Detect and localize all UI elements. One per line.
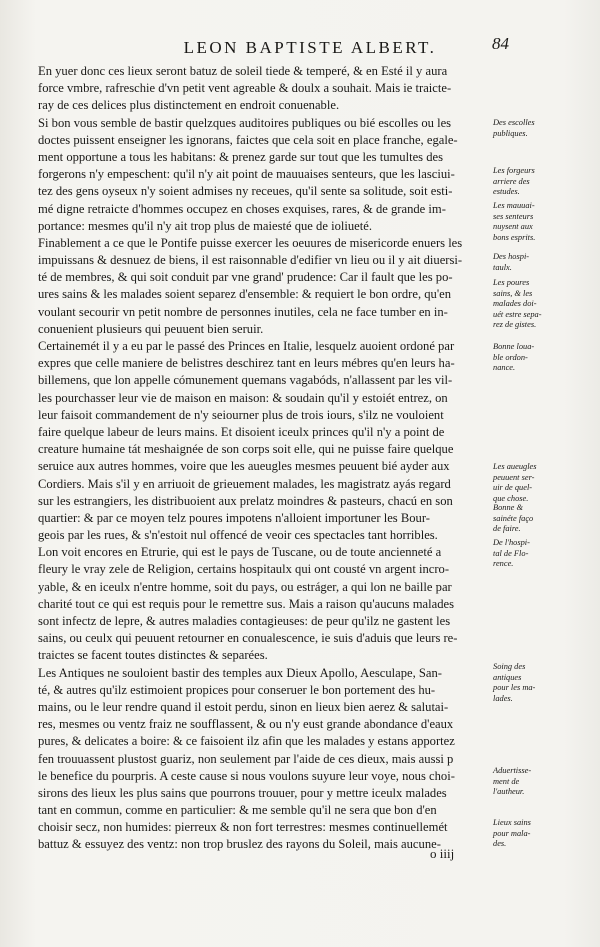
margin-note-line: malades doi-: [493, 299, 537, 308]
margin-note: [493, 503, 563, 535]
text-line: tez des gens oyseux n'y soient admises ny receues, qu'il sente sa solitude, soit esti-: [38, 184, 453, 199]
folio-number: 84: [492, 34, 509, 53]
margin-note-line: ment de: [493, 776, 520, 786]
margin-note-line: ses senteurs: [493, 211, 534, 221]
text-line: sirons des lieux les plus sains que pourrons trouuer, pour y mettre iceulx malades: [38, 785, 447, 800]
margin-note: [493, 818, 563, 850]
text-line: geois par les rues, & s'n'estoit nul offencé de veoir ces spectacles tant horribles.: [38, 528, 438, 543]
text-line: Finablement a ce que le Pontife puisse exercer les oeuures de misericorde enuers les: [38, 235, 463, 250]
text-line: forgerons n'y empeschent: qu'il n'y ait point de mauuaises senteurs, que les lasciui-: [38, 167, 455, 182]
margin-note-line: Bonne loua-: [493, 342, 535, 351]
margin-note: [493, 662, 563, 704]
margin-note-line: antiques: [493, 672, 522, 682]
text-line: impuissans & desnuez de biens, il est raisonnable d'edifier vn lieu ou il y ait diuersi-: [38, 253, 463, 268]
margin-note-line: Les poures: [493, 278, 530, 287]
text-line: fen trouuassent plustost guariz, non seulement par l'aide de ces dieux, mais aussi p: [38, 751, 454, 766]
margin-note: [493, 166, 563, 198]
margin-note-line: estudes.: [493, 187, 520, 196]
text-line: expres que celle maniere de belistres deschirez tant en leurs mébres qu'en leurs ha-: [38, 356, 455, 371]
margin-note-line: tal de Flo-: [493, 548, 529, 558]
main-text-block: [38, 63, 490, 854]
margin-note: [493, 538, 563, 570]
text-line: battuz & essuyez des ventz: non trop bruslez des rayons du Soleil, mais aucune-: [38, 837, 441, 852]
text-line: ures sains & les malades soient separez d'ensemble: & requiert le bon ordre, qu'en: [38, 287, 452, 302]
text-line: té, & autres qu'ilz estimoient propices pour conseruer le bon portement des hu-: [38, 682, 436, 697]
margin-note-line: arriere des: [493, 176, 530, 186]
margin-note-line: sainéte faço: [493, 513, 534, 523]
margin-note: [493, 766, 563, 798]
text-line: res, mesmes ou ventz fraiz ne soufflassent, & ou n'y eust grande abondance d'eaux: [38, 717, 454, 732]
text-line: fleury le vray zele de Religion, certains hospitaulx qui ont cousté vn argent incro-: [38, 562, 450, 577]
text-line: té de membres, & qui soit conduit par vne grand' prudence: Car il fault que les po-: [38, 270, 453, 285]
text-line: pures, & delicates a boire: & ce faisoient ilz afin que les malades y estans apportez: [38, 734, 455, 749]
text-line: En yuer donc ces lieux seront batuz de soleil tiede & temperé, & en Esté il y aura: [38, 64, 448, 78]
text-line: billemens, que lon appelle cómunement quemans vagabóds, n'allassent par les vil-: [38, 373, 453, 388]
margin-note-line: taulx.: [493, 262, 512, 272]
margin-note: [493, 278, 563, 331]
text-line: creature humaine tát meshaignée de son corps soit elle, qui ne puisse faire quelque: [38, 442, 454, 457]
margin-note-line: nuysent aux: [493, 222, 533, 231]
margin-note-line: pour mala-: [493, 828, 531, 838]
margin-note: [493, 462, 563, 504]
signature-mark: o iiij: [430, 846, 455, 861]
text-line: charité tout ce qui est requis pour le remettre sus. Mais a raison qu'aucuns malades: [38, 596, 454, 611]
margin-note-line: bons esprits.: [493, 232, 536, 242]
margin-note-line: peuuent ser-: [493, 472, 535, 482]
margin-note-line: uét estre sepa-: [493, 309, 542, 319]
margin-note-line: Lieux sains: [493, 818, 531, 827]
text-line: sont infectz de lepre, & autres maladies contagieuses: de peur qu'ilz ne gastent les: [38, 614, 451, 628]
text-line: quartier: & par ce moyen telz poures impotens n'alloient importuner les Bour-: [38, 510, 430, 525]
margin-note-line: Les mauuai-: [493, 201, 535, 210]
margin-note-line: sains, & les: [493, 288, 533, 298]
margin-note-line: Aduertisse-: [493, 766, 532, 775]
text-line: mains, ou le leur rendre quand il estoit perdu, sinon en lieux bien aerez & salutai-: [38, 699, 449, 714]
margin-note-line: que chose.: [493, 493, 529, 503]
margin-note-line: pour les ma-: [493, 683, 536, 692]
margin-note-line: De l'hospi-: [493, 538, 530, 547]
margin-note-line: uir de quel-: [493, 483, 533, 492]
text-line: sur les estrangiers, les distribuoient aux prelatz moindres & pasteurs, chacú en son: [38, 493, 453, 508]
margin-note-line: Des hospi-: [493, 252, 530, 261]
text-line: les pourchasser leur vie de maison en maison: & soudain qu'il y estoiét entrez, on: [38, 390, 448, 405]
margin-note-line: Les aueugles: [493, 462, 537, 471]
text-line: leur faisoit commandement de n'y seiourner plus de trois iours, s'ilz ne vouloient: [38, 407, 444, 422]
text-line: traictes se facent toutes distinctes & separées.: [38, 648, 268, 663]
text-line: Si bon vous semble de bastir quelzques auditoires publiques ou bié escolles ou les: [38, 115, 452, 130]
margin-note-line: des.: [493, 839, 507, 848]
text-line: seruice aux autres hommes, voire que les aueugles mesmes peuuent bié ayder aux: [38, 459, 450, 474]
text-line: yable, & en iceulx n'entre homme, soit du pays, ou estráger, a qui lon ne baille par: [38, 579, 452, 594]
text-line: portance: mesmes qu'il n'y ait trop plus de maiesté que de ioliueté.: [38, 218, 372, 233]
text-line: choisir secz, non humides: pierreux & non fort terrestres: mesmes continuellemét: [38, 820, 448, 835]
text-line: Certainemét il y a eu par le passé des Princes en Italie, lesquelz auoient ordoné par: [38, 339, 455, 353]
margin-note-line: l'autheur.: [493, 787, 525, 796]
margin-note-line: de faire.: [493, 524, 521, 533]
text-line: Lon voit encores en Etrurie, qui est le pays de Tuscane, ou de toute ancienneté a: [38, 545, 442, 560]
margin-note-line: lades.: [493, 693, 513, 703]
text-line: mé digne retraicte d'hommes occupez en choses exquises, rares, & de grande im-: [38, 201, 446, 216]
text-line: conuenient plusieurs qui peuuent bien seruir.: [38, 321, 264, 336]
margin-note: [493, 118, 563, 139]
text-line: Les Antiques ne souloient bastir des temples aux Dieux Apollo, Aesculape, San-: [38, 665, 442, 680]
margin-note-line: Soing des: [493, 662, 526, 671]
margin-note: [493, 342, 563, 374]
margin-note-line: publiques.: [493, 128, 528, 138]
text-line: le benefice du pourpris. A ceste cause si nous voulons suyure leur voye, nous choi-: [38, 768, 455, 783]
margin-note-line: rez de gistes.: [493, 320, 537, 329]
text-line: sains, ou ceulx qui peuuent retourner en conualescence, ie suis d'aduis que leurs re-: [38, 631, 458, 646]
text-line: ray de ces delices plus distinctement en endroit conuenable.: [38, 98, 340, 113]
text-line: voulant secourir vn petit nombre de personnes inutiles, cela ne face tumber en in-: [38, 304, 448, 319]
margin-note: [493, 201, 563, 243]
running-head: LEON BAPTISTE ALBERT.: [183, 38, 437, 57]
margin-note: [493, 252, 563, 273]
margin-note-line: ble ordon-: [493, 352, 528, 362]
margin-note-line: rence.: [493, 559, 514, 568]
margin-note-line: Bonne &: [493, 503, 524, 512]
text-line: Cordiers. Mais s'il y en arriuoit de grieuement malades, les magistratz ayás regard: [38, 476, 451, 491]
text-line: doctes puissent enseigner les ignorans, faictes que cela soit en place franche, egale-: [38, 132, 458, 147]
text-line: ment opportune a tous les habitans: & prenez garde sur tout que les tumultes des: [38, 149, 444, 164]
text-line: force vmbre, rafreschie d'vn petit vent agreable & doulx a souhait. Mais ie traicte-: [38, 81, 452, 96]
margin-note-line: nance.: [493, 363, 516, 372]
margin-note-line: Des escolles: [493, 118, 535, 127]
text-line: tant en commun, comme en particulier: & me semble qu'il ne sera que bon d'en: [38, 803, 437, 818]
text-line: faire quelque labeur de leurs mains. Et disoient iceulx princes qu'il n'y a point de: [38, 424, 445, 439]
margin-note-line: Les forgeurs: [493, 166, 535, 175]
